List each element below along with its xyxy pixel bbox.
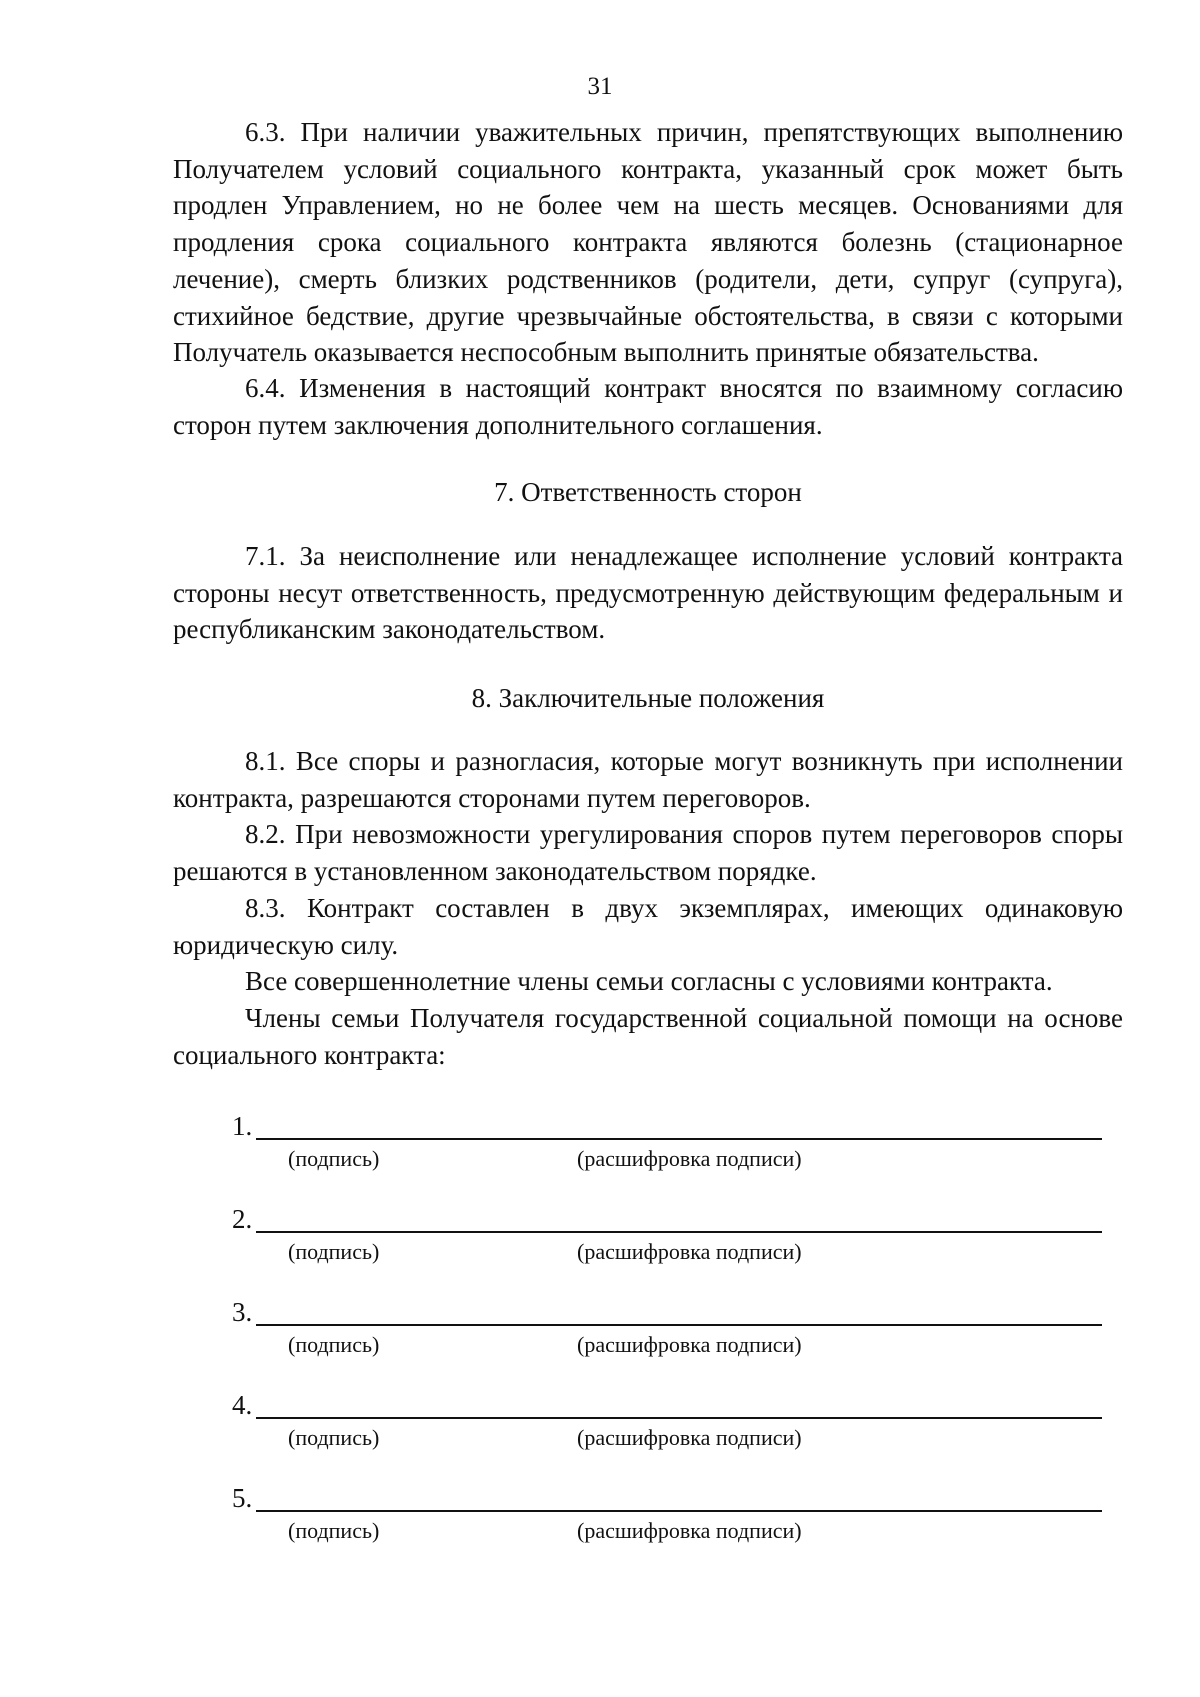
signature-number: 4. xyxy=(232,1390,253,1420)
paragraph-8-3: 8.3. Контракт составлен в двух экземплярах, имеющих одинаковую юридическую силу. xyxy=(173,893,1123,960)
signature-line xyxy=(256,1138,1102,1140)
signature-row-1 xyxy=(232,1110,1102,1170)
signature-caption: (подпись) xyxy=(288,1146,380,1171)
signature-caption: (подпись) xyxy=(288,1425,380,1450)
signature-row-3 xyxy=(232,1296,1102,1356)
paragraph-8-1: 8.1. Все споры и разногласия, которые могут возникнуть при исполнении контракта, разрешаются сторонами путем переговоров. xyxy=(173,746,1123,813)
signature-number: 2. xyxy=(232,1204,253,1234)
paragraph-7-1: 7.1. За неисполнение или ненадлежащее исполнение условий контракта стороны несут ответственность, предусмотренную действующим федеральным и республиканским законодательством. xyxy=(173,541,1123,645)
signature-number: 5. xyxy=(232,1483,253,1513)
page-number: 31 xyxy=(587,73,613,100)
signature-number: 1. xyxy=(232,1111,253,1141)
signature-caption: (подпись) xyxy=(288,1239,380,1264)
signature-number: 3. xyxy=(232,1297,253,1327)
signature-decode-caption: (расшифровка подписи) xyxy=(577,1425,802,1450)
signature-line xyxy=(256,1231,1102,1233)
signature-row-5 xyxy=(232,1482,1102,1542)
signature-caption: (подпись) xyxy=(288,1518,380,1543)
signature-decode-caption: (расшифровка подписи) xyxy=(577,1146,802,1171)
signature-line xyxy=(256,1324,1102,1326)
signature-line xyxy=(256,1417,1102,1419)
signature-line xyxy=(256,1510,1102,1512)
signature-decode-caption: (расшифровка подписи) xyxy=(577,1332,802,1357)
paragraph-6-3: 6.3. При наличии уважительных причин, препятствующих выполнению Получателем условий социального контракта, указанный срок может быть продлен Управлением, но не более чем на шесть месяцев. Основаниями для продления срока социального контракта являются болезнь (стационарное лечение), смерть близких родственников (родители, дети, супруг (супруга), стихийное бедствие, другие чрезвычайные обстоятельства, в связи с которыми Получатель оказывается неспособным выполнить принятые обязательства. xyxy=(173,117,1123,368)
paragraph-8-2: 8.2. При невозможности урегулирования споров путем переговоров споры решаются в установленном законодательством порядке. xyxy=(173,819,1123,886)
paragraph-family-members: Члены семьи Получателя государственной социальной помощи на основе социального контракта: xyxy=(173,1003,1123,1070)
paragraph-6-4: 6.4. Изменения в настоящий контракт вносятся по взаимному согласию сторон путем заключения дополнительного соглашения. xyxy=(173,373,1123,440)
paragraph-agreement: Все совершеннолетние члены семьи согласны с условиями контракта. xyxy=(245,966,1053,996)
signature-row-4 xyxy=(232,1389,1102,1449)
section-8-heading: 8. Заключительные положения xyxy=(471,683,825,713)
signature-decode-caption: (расшифровка подписи) xyxy=(577,1518,802,1543)
section-7-heading: 7. Ответственность сторон xyxy=(494,477,802,507)
signature-row-2 xyxy=(232,1203,1102,1263)
signature-decode-caption: (расшифровка подписи) xyxy=(577,1239,802,1264)
signature-caption: (подпись) xyxy=(288,1332,380,1357)
